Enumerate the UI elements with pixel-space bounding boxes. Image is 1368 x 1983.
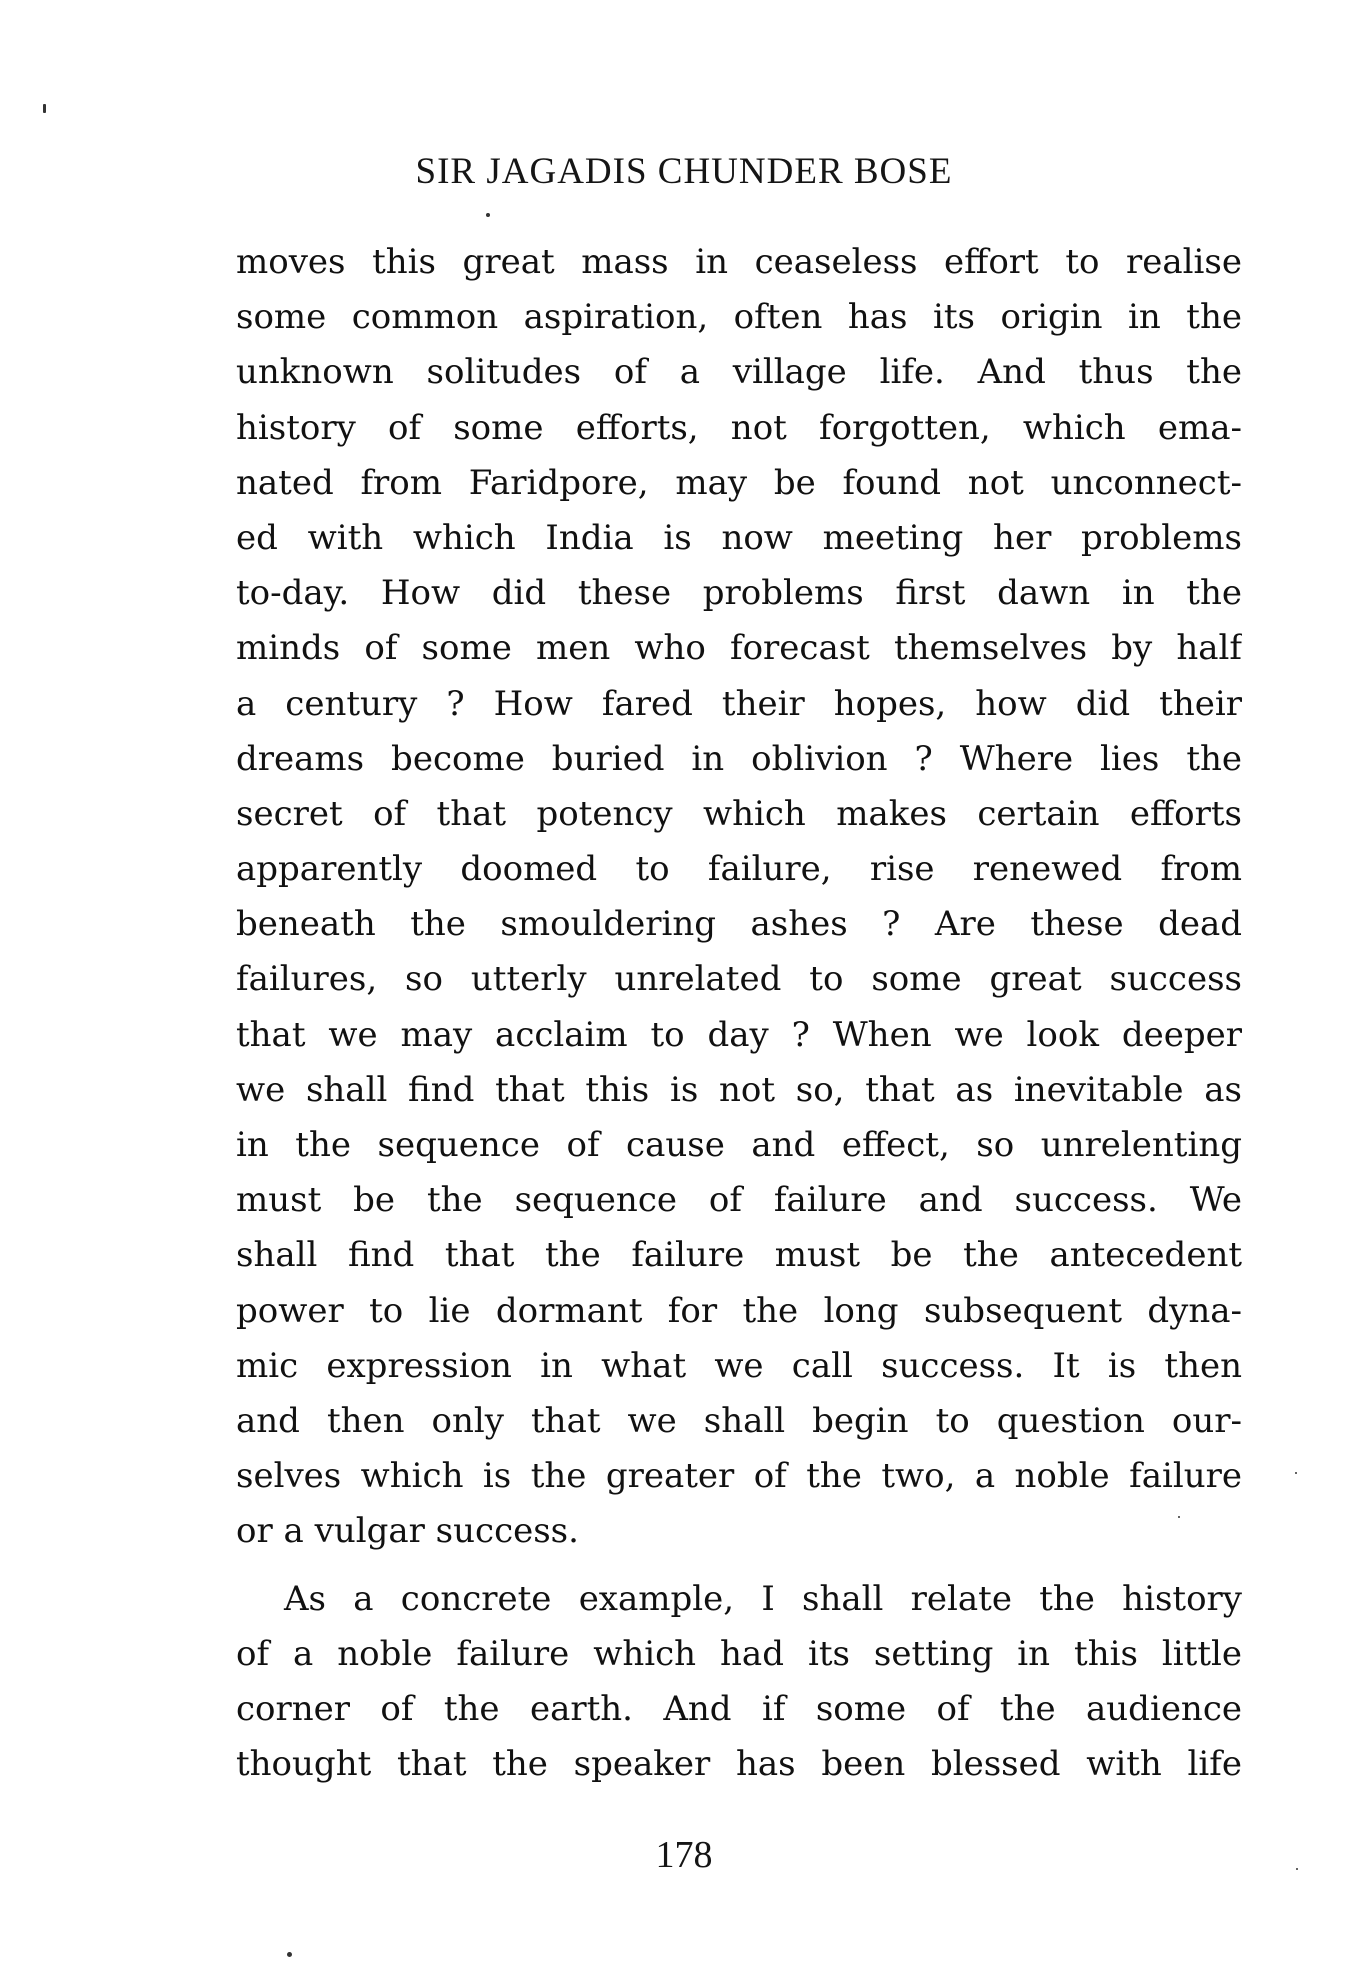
text-line: thought that the speaker has been blessed with life	[236, 1744, 1242, 1785]
text-line: in the sequence of cause and effect, so unrelenting	[236, 1125, 1242, 1165]
text-line: selves which is the greater of the two, a noble failure	[236, 1456, 1242, 1497]
text-line: minds of some men who forecast themselves by half	[236, 628, 1242, 669]
text-line: or a vulgar success.	[236, 1511, 579, 1552]
text-line: dreams become buried in oblivion ? Where lies the	[236, 738, 1242, 779]
text-line: As a concrete example, I shall relate the history	[284, 1578, 1242, 1619]
scan-speck	[287, 1952, 292, 1957]
paragraph-2	[236, 1572, 1242, 1793]
page-number: 178	[655, 1834, 713, 1876]
text-line: power to lie dormant for the long subsequent dyna-	[236, 1290, 1242, 1331]
text-line: history of some efforts, not forgotten, which ema-	[236, 407, 1242, 448]
text-line: must be the sequence of failure and success. We	[236, 1180, 1242, 1221]
running-head-title: SIR JAGADIS CHUNDER BOSE	[415, 151, 953, 192]
text-line: to-day. How did these problems first dawn in the	[236, 573, 1242, 614]
text-line: and then only that we shall begin to question our-	[236, 1400, 1242, 1441]
text-line: that we may acclaim to day ? When we look deeper	[236, 1014, 1242, 1055]
text-line: nated from Faridpore, may be found not unconnect-	[236, 462, 1242, 503]
scan-speck	[1296, 1868, 1298, 1870]
text-line: unknown solitudes of a village life. And thus the	[236, 352, 1242, 393]
text-line: apparently doomed to failure, rise renewed from	[236, 849, 1242, 890]
scan-speck	[43, 104, 46, 113]
scan-speck	[1178, 1516, 1180, 1518]
text-line: a century ? How fared their hopes, how did their	[236, 683, 1242, 724]
text-line: moves this great mass in ceaseless effort to realise	[236, 242, 1242, 282]
scan-speck	[1295, 1472, 1297, 1474]
paragraph-1	[236, 235, 1242, 1560]
text-line: of a noble failure which had its setting in this little	[236, 1633, 1242, 1674]
text-line: secret of that potency which makes certain efforts	[236, 793, 1242, 834]
body-text	[236, 235, 1242, 1792]
text-line: corner of the earth. And if some of the audience	[236, 1688, 1242, 1729]
text-line: ed with which India is now meeting her problems	[236, 517, 1242, 558]
text-line: failures, so utterly unrelated to some great success	[236, 959, 1242, 1000]
text-line: shall find that the failure must be the antecedent	[236, 1235, 1242, 1276]
paragraph-gap	[236, 1560, 1242, 1572]
text-line: some common aspiration, often has its origin in the	[236, 297, 1242, 338]
scan-speck	[486, 213, 490, 217]
text-line: mic expression in what we call success. It is then	[236, 1345, 1242, 1386]
text-line: beneath the smouldering ashes ? Are these dead	[236, 904, 1242, 945]
text-line: we shall find that this is not so, that as inevitable as	[236, 1069, 1242, 1110]
